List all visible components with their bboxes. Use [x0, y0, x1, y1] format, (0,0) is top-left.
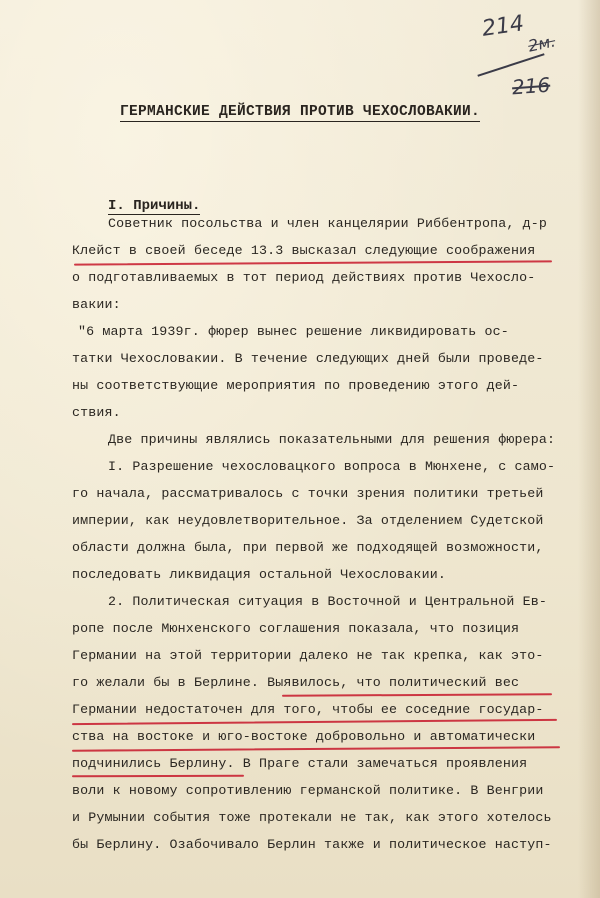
- red-underline: [74, 260, 552, 265]
- red-underline: [282, 693, 552, 696]
- red-underline: [72, 746, 560, 751]
- text-line: империи, как неудовлетворительное. За отделением Судетской: [72, 513, 544, 528]
- text-line: области должна была, при первой же подходящей возможности,: [72, 540, 544, 555]
- text-line: ства на востоке и юго-востоке добровольно и автоматически: [72, 729, 536, 744]
- text-line: подчинились Берлину. В Праге стали замечаться проявления: [72, 756, 528, 771]
- red-underline: [72, 719, 557, 725]
- text-line: о подготавливаемых в тот период действиях против Чехосло-: [72, 270, 536, 285]
- text-line: последовать ликвидация остальной Чехословакии.: [72, 567, 446, 582]
- archive-number-current: 214: [480, 11, 526, 42]
- text-line: ропе после Мюнхенского соглашения показала, что позиция: [72, 621, 520, 636]
- text-line: и Румынии события тоже протекали не так, как этого хотелось: [72, 810, 552, 825]
- text-line: вакии:: [72, 297, 121, 312]
- section-heading: [108, 198, 200, 214]
- text-line: 2. Политическая ситуация в Восточной и Центральной Ев-: [108, 594, 547, 609]
- text-line: татки Чехословакии. В течение следующих дней были проведе-: [72, 351, 544, 366]
- text-line: Советник посольства и член канцелярии Риббентропа, д-р: [108, 216, 547, 231]
- text-line: Две причины являлись показательными для решения фюрера:: [108, 432, 556, 447]
- text-line: Клейст в своей беседе 13.3 высказал следующие соображения: [72, 243, 536, 258]
- red-underline: [72, 775, 244, 778]
- text-line: Германии на этой территории далеко не так крепка, как это-: [72, 648, 544, 663]
- document-title-text: ГЕРМАНСКИЕ ДЕЙСТВИЯ ПРОТИВ ЧЕХОСЛОВАКИИ.: [119, 104, 481, 120]
- text-line: бы Берлину. Озабочивало Берлин также и политическое наступ-: [72, 837, 552, 852]
- text-line: воли к новому сопротивлению германской политике. В Венгрии: [72, 783, 544, 798]
- archive-number-stamp: [470, 11, 580, 104]
- text-line: Германии недостаточен для того, чтобы ее соседние государ-: [72, 702, 544, 717]
- document-title: [0, 104, 600, 120]
- text-line: го начала, рассматривалось с точки зрения политики третьей: [72, 486, 544, 501]
- text-line: "6 марта 1939г. фюрер вынес решение ликвидировать ос-: [78, 324, 509, 339]
- section-heading-text: I. Причины.: [108, 198, 201, 214]
- text-line: ствия.: [72, 405, 121, 420]
- text-line: I. Разрешение чехословацкого вопроса в Мюнхене, с само-: [108, 459, 556, 474]
- text-line: ны соответствующие мероприятия по проведению этого дей-: [72, 378, 520, 393]
- archive-number-old-1: 2м.: [526, 31, 558, 56]
- text-line: го желали бы в Берлине. Выявилось, что политический вес: [72, 675, 520, 690]
- page-edge-shadow: [578, 0, 600, 898]
- archive-number-old-2: 216: [511, 72, 551, 100]
